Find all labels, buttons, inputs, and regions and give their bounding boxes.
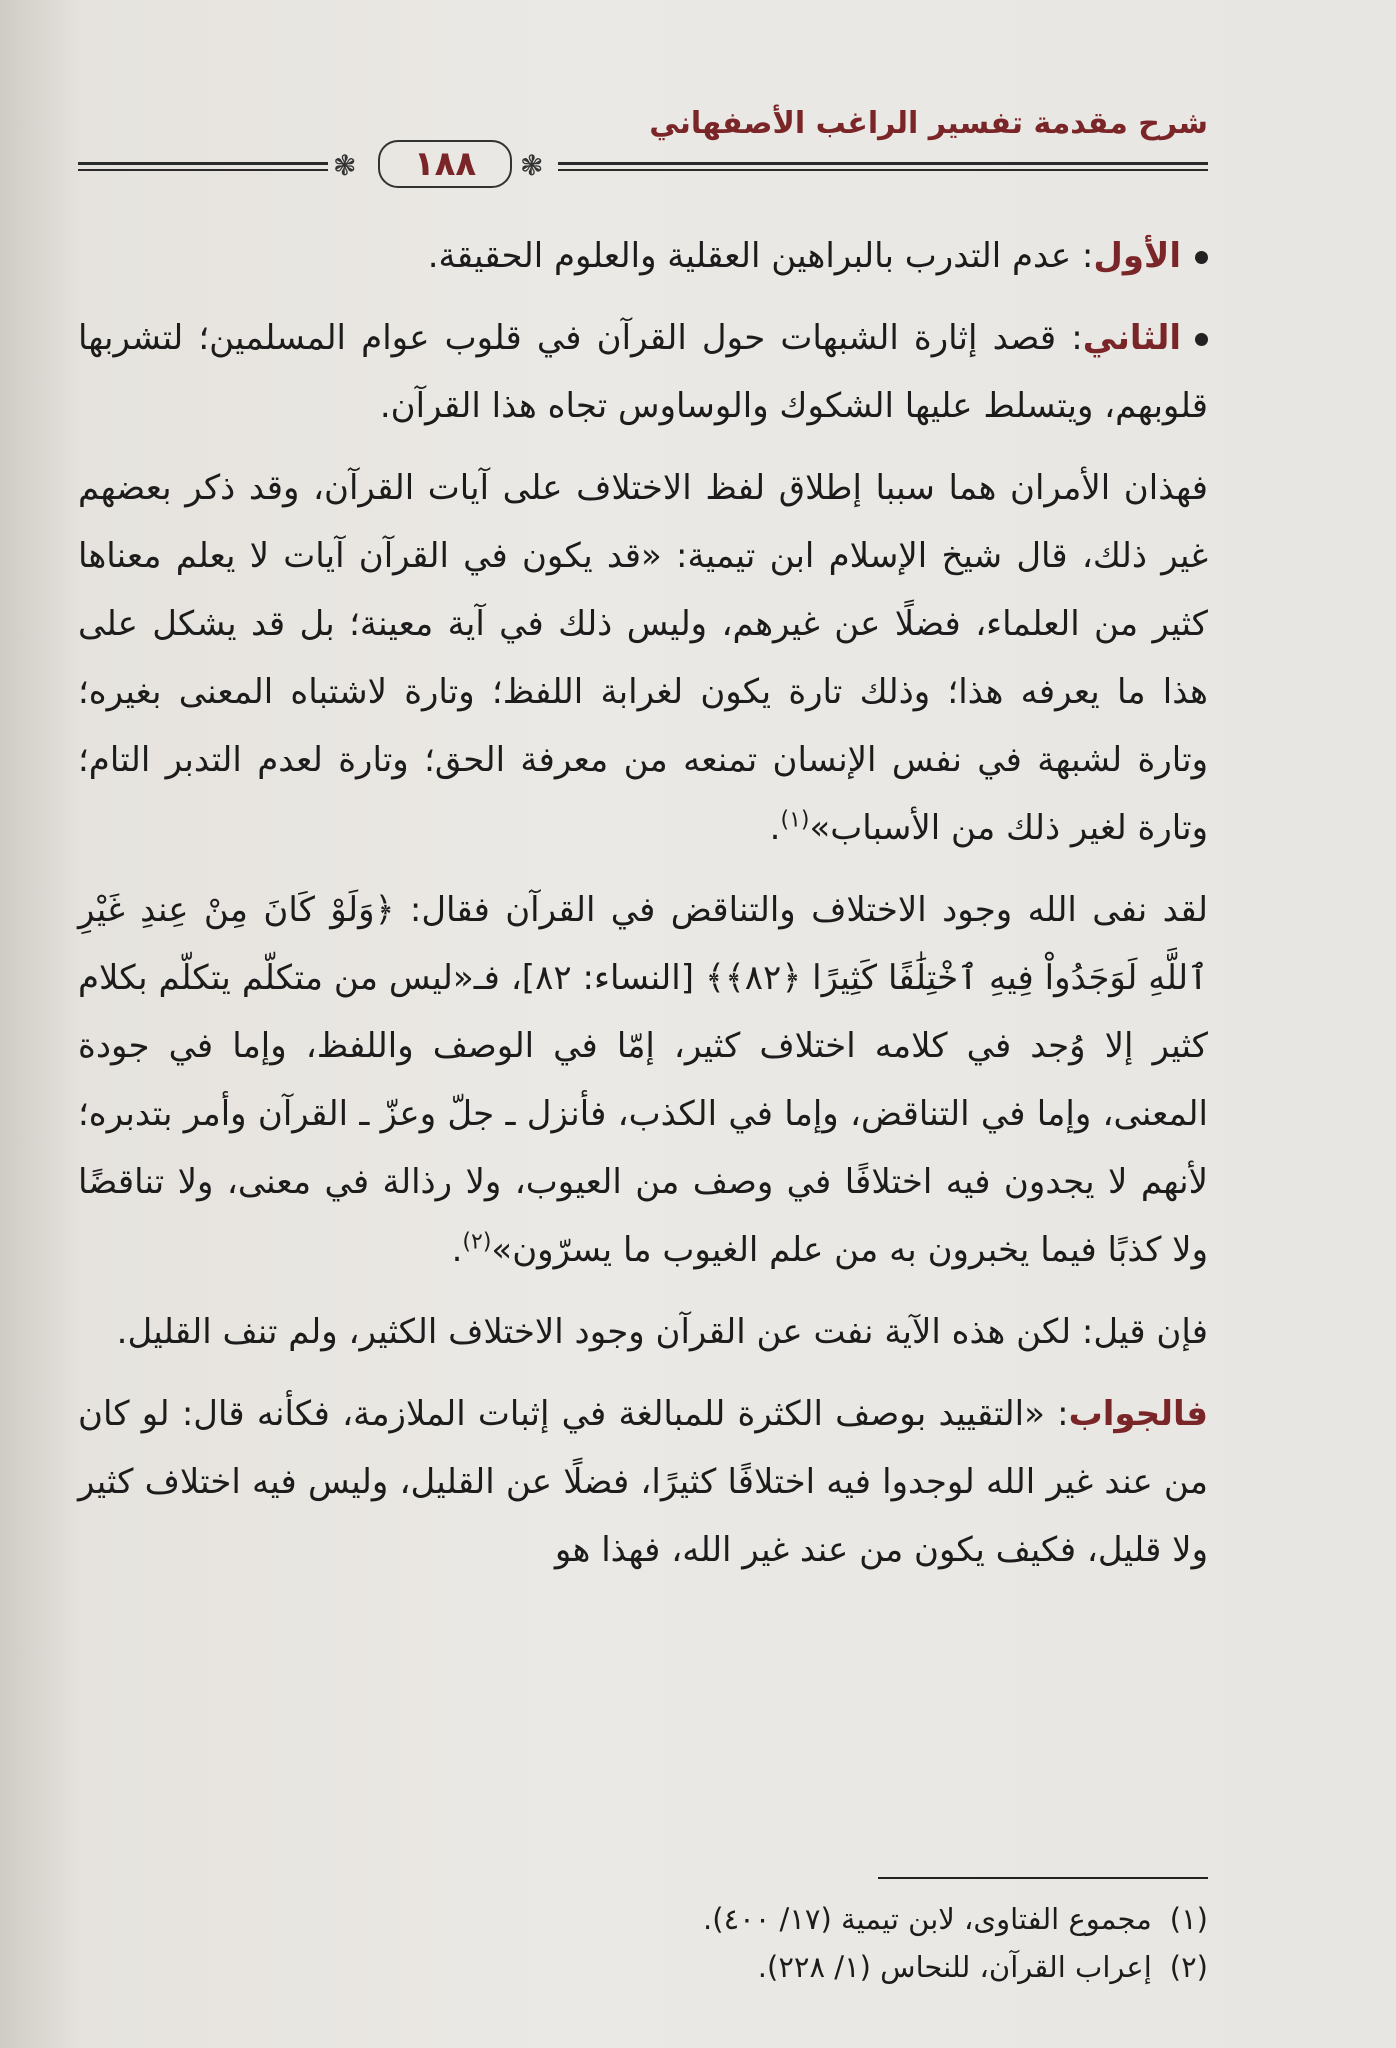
- page-number: ١٨٨: [378, 140, 512, 188]
- paragraph-answer: [78, 1380, 1208, 1584]
- point-label: الأول: [1093, 236, 1181, 276]
- paragraph-end: .: [769, 808, 781, 848]
- running-title: شرح مقدمة تفسير الراغب الأصفهاني: [649, 106, 1208, 141]
- paragraph-objection: [78, 1298, 1208, 1366]
- paragraph-text: : «التقييد بوصف الكثرة للمبالغة في إثبات الملازمة، فكأنه قال: لو كان من عند غير الله لوجدوا فيه اختلافًا كثيرًا، فضلًا عن القليل، وليس فيه اختلاف كثير ولا قليل، فكيف يكون من عند غير الله، فهذا هو: [78, 1394, 1208, 1570]
- paragraph-text: [النساء: ٨٢]، فـ«ليس من متكلّم يتكلّم بكلام كثير إلا وُجد في كلامه اختلاف كثير، إمّا في الوصف واللفظ، وإما في جودة المعنى، وإما في التناقض، وإما في الكذب، فأنزل ـ جلّ وعزّ ـ القرآن وأمر بتدبره؛ لأنهم لا يجدون فيه اختلافًا في وصف من العيوب، ولا رذالة في معنى، ولا تناقضًا ولا كذبًا فيما يخبرون به من علم الغيوب ما يسرّون»: [78, 958, 1208, 1270]
- bullet-point-second: [78, 304, 1208, 440]
- bullet-point-first: [78, 222, 1208, 290]
- footnote-item: [78, 1895, 1208, 1943]
- bullet-icon: [1195, 333, 1208, 346]
- page-number-banner: [78, 146, 1208, 186]
- answer-label: فالجواب: [1068, 1394, 1208, 1434]
- point-text: : عدم التدرب بالبراهين العقلية والعلوم الحقيقة.: [427, 236, 1094, 276]
- paragraph-ibn-taymiyya-quote: [78, 454, 1208, 862]
- paragraph-text: فهذان الأمران هما سببا إطلاق لفظ الاختلاف على آيات القرآن، وقد ذكر بعضهم غير ذلك، قال شيخ الإسلام ابن تيمية: «قد يكون في القرآن آيات لا يعلم معناها كثير من العلماء، فضلًا عن غيرهم، وليس ذلك في آية معينة؛ بل قد يشكل على هذا ما يعرفه هذا؛ وذلك تارة يكون لغرابة اللفظ؛ وتارة لاشتباه المعنى بغيره؛ وتارة لشبهة في نفس الإنسان تمنعه من معرفة الحق؛ وتارة لعدم التدبر التام؛ وتارة لغير ذلك من الأسباب»: [78, 468, 1208, 848]
- paragraph-end: .: [451, 1230, 463, 1270]
- paragraph-quran-verse: [78, 876, 1208, 1284]
- point-text: : قصد إثارة الشبهات حول القرآن في قلوب عوام المسلمين؛ لتشربها قلوبهم، ويتسلط عليها الشكوك والوساوس تجاه هذا القرآن.: [78, 318, 1208, 426]
- footnote-text: إعراب القرآن، للنحاس (١/ ٢٢٨).: [757, 1950, 1152, 1984]
- paragraph-text: لقد نفى الله وجود الاختلاف والتناقض في القرآن فقال:: [394, 890, 1208, 930]
- footnote-number: (٢): [1169, 1950, 1208, 1984]
- footnote-item: [78, 1943, 1208, 1991]
- header-rule-left: [78, 162, 328, 171]
- footnote-ref: (١): [780, 807, 810, 833]
- footnotes: [78, 1895, 1208, 1991]
- header-rule-right: [558, 162, 1208, 171]
- footnote-ref: (٢): [462, 1229, 492, 1255]
- ornament-icon: ❃: [520, 149, 544, 182]
- point-label: الثاني: [1082, 318, 1181, 358]
- footnote-separator: [878, 1877, 1208, 1879]
- footnote-number: (١): [1169, 1902, 1208, 1936]
- main-text: [78, 222, 1208, 1598]
- quran-verse: ﴿وَلَوْ كَانَ مِنْ عِندِ غَيْرِ ٱللَّهِ لَوَجَدُواْ فِيهِ ٱخْتِلَٰفًا كَثِيرًا ﴿٨٢﴾﴾: [78, 890, 1209, 998]
- page-header: [78, 96, 1208, 186]
- paragraph-text: فإن قيل: لكن هذه الآية نفت عن القرآن وجود الاختلاف الكثير، ولم تنف القليل.: [116, 1312, 1208, 1352]
- footnote-text: مجموع الفتاوى، لابن تيمية (١٧/ ٤٠٠).: [703, 1902, 1152, 1936]
- bullet-icon: [1195, 251, 1208, 264]
- ornament-icon: ❃: [333, 149, 357, 182]
